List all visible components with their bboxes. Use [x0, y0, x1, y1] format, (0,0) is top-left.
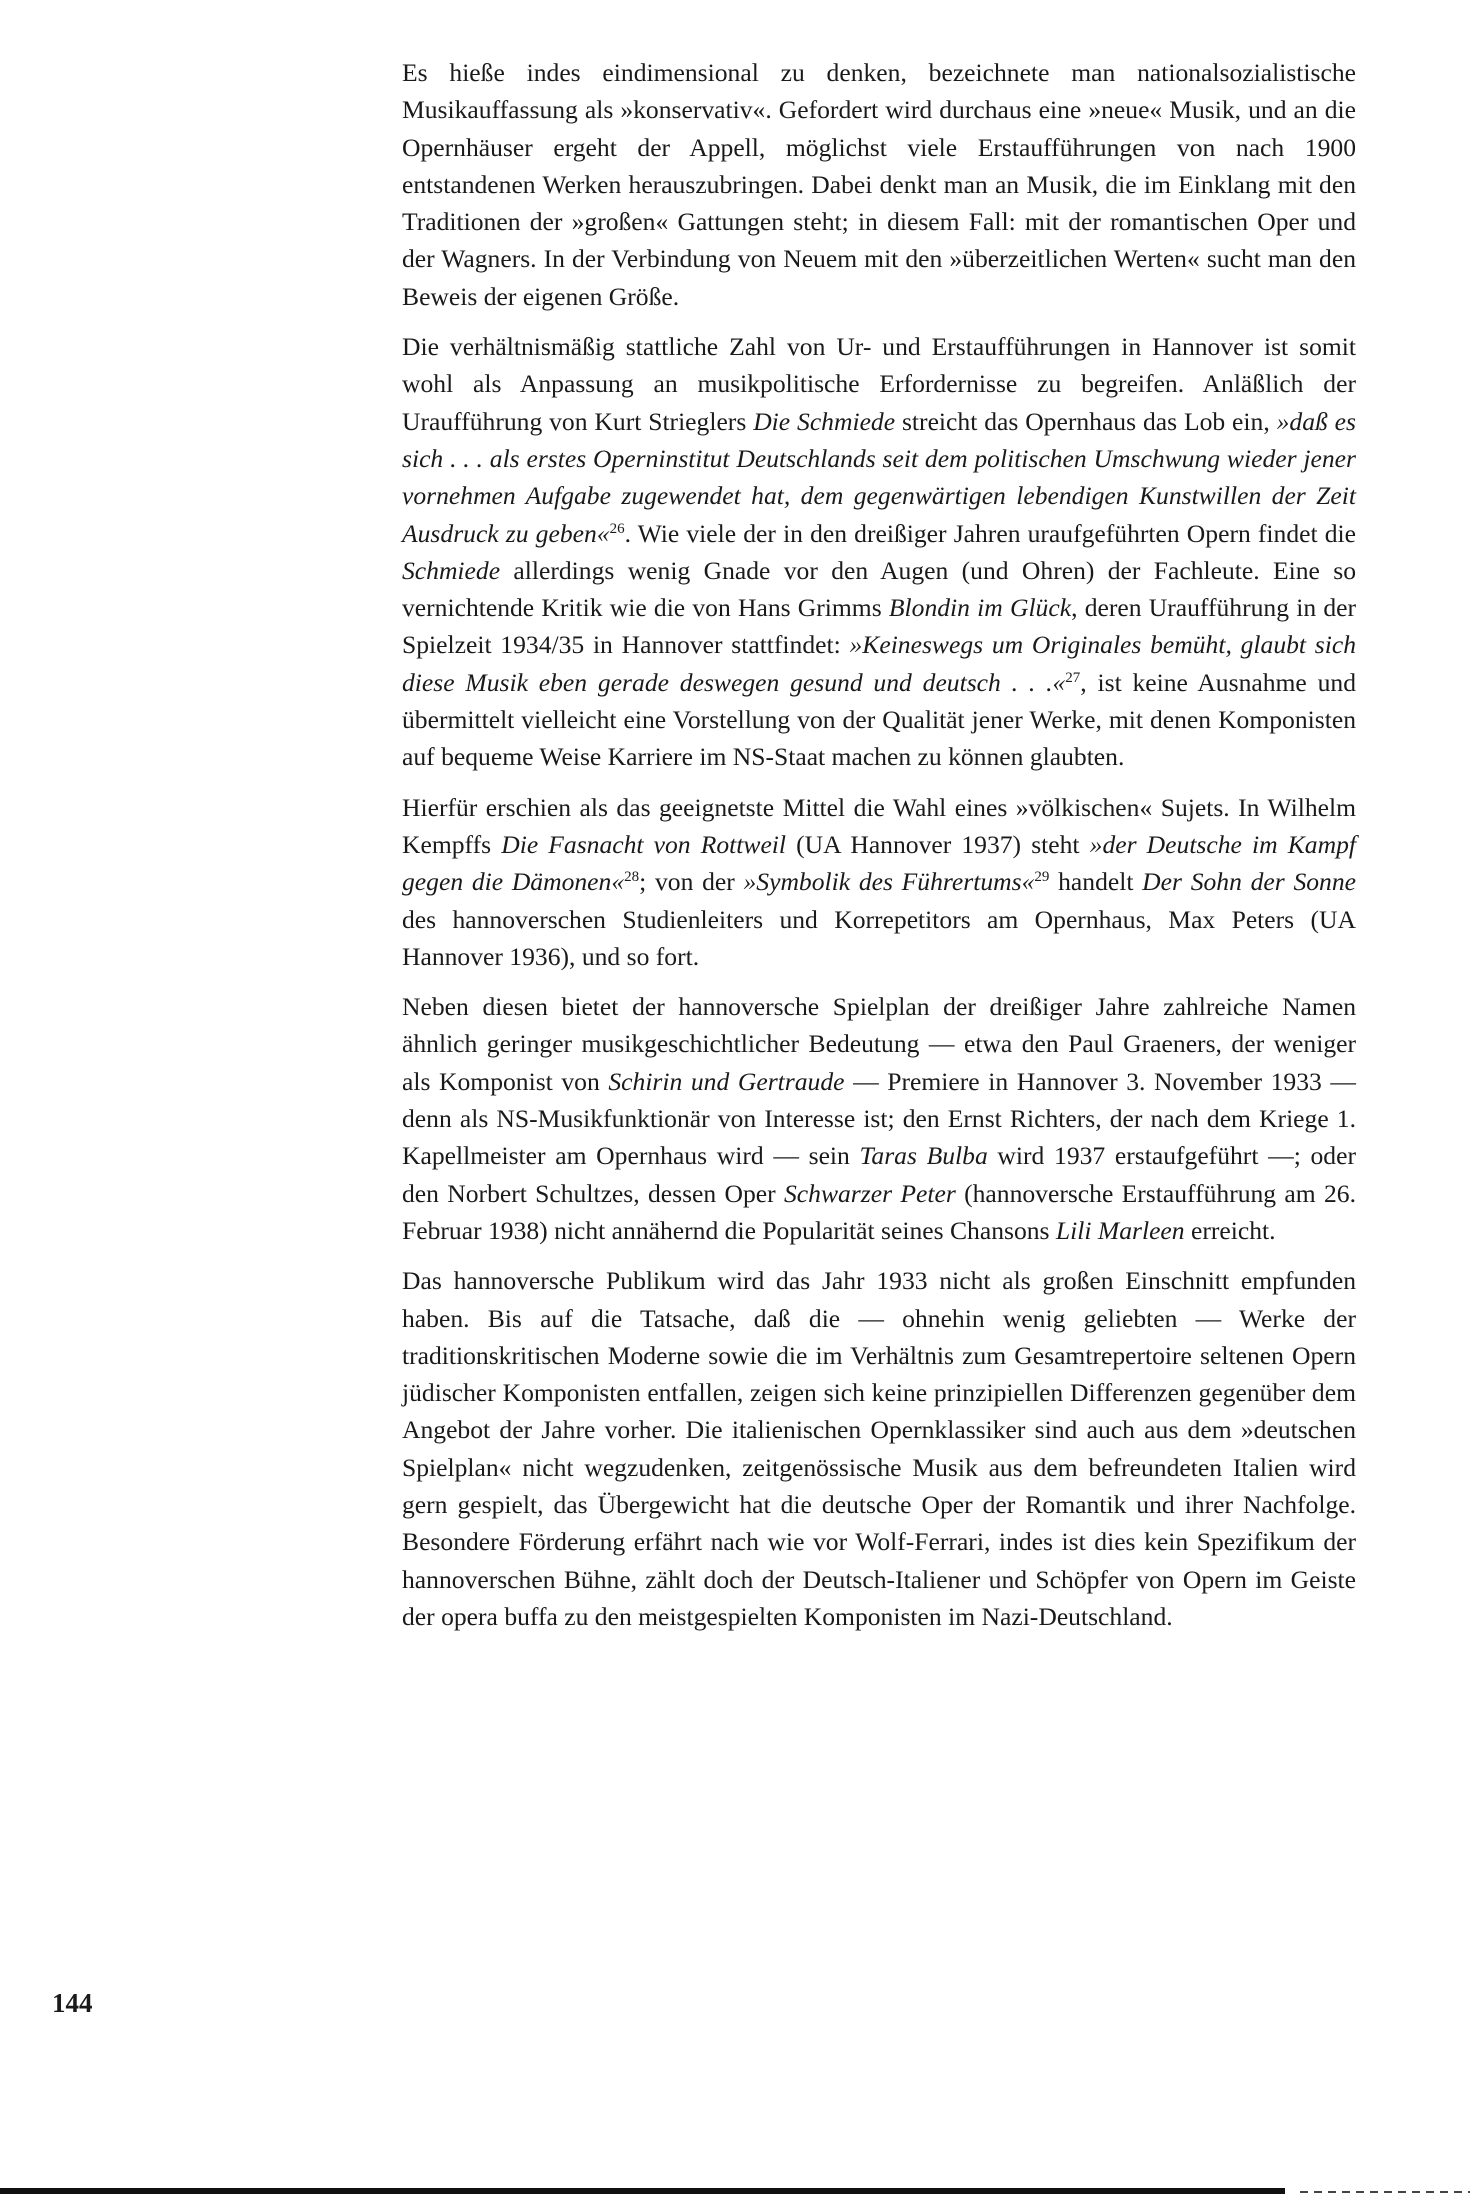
- footnote-marker: 28: [624, 869, 640, 886]
- italic-text: »Keineswegs um Originales bemüht, glaubt sich diese Musik eben gerade deswegen gesund und deutsch . . .«: [402, 630, 1356, 697]
- text-run: streicht das Opernhaus das Lob ein,: [895, 406, 1277, 436]
- italic-text: Schwarzer Peter: [783, 1178, 956, 1208]
- paragraph: [402, 328, 1356, 776]
- italic-text: »der Deutsche im Kampf gegen die Dämonen«: [402, 829, 1356, 897]
- text-run: , ist keine Ausnahme und übermittelt vielleicht eine Vorstellung von der Qualität jener Werke, mit denen Komponisten auf bequeme Weise Karriere im NS-Staat machen zu können glaubten.: [402, 667, 1356, 772]
- text-run: — Premiere in Hannover 3. November 1933 — denn als NS-Musikfunktionär von Interesse ist; den Ernst Richters, der nach dem Kriege 1. Kapellmeister am Opernhaus wird — sein: [402, 1066, 1357, 1171]
- text-run: Neben diesen bietet der hannoversche Spielplan der dreißiger Jahre zahlreiche Namen ähnlich geringer musikgeschichtlicher Bedeutung — etwa den Paul Graeners, der weniger als Komponist von: [402, 992, 1356, 1096]
- italic-text: Lili Marleen: [1055, 1215, 1185, 1245]
- footnote-marker: 29: [1034, 869, 1050, 886]
- italic-text: Die Fasnacht von Rottweil: [501, 829, 787, 859]
- bottom-rule-dashed: [1300, 2191, 1470, 2193]
- text-run: Das hannoversche Publikum wird das Jahr 1933 nicht als großen Einschnitt empfunden haben. Bis auf die Tatsache, daß die — ohnehin wenig geliebten — Werke der traditionskritischen Moderne sowie die im Verhältnis zum Gesamtrepertoire seltenen Opern jüdischer Komponisten entfallen, zeigen sich keine prinzipiellen Differenzen gegenüber dem Angebot der Jahre vorher. Die italienischen Opernklassiker sind auch aus dem »deutschen Spielplan« nicht wegzudenken, zeitgenössische Musik aus dem befreundeten Italien wird gern gespielt, das Übergewicht hat die deutsche Oper der Romantik und ihrer Nachfolge. Besondere Förderung erfährt nach wie vor Wolf-Ferrari, indes ist dies kein Spezifikum der hannoverschen Bühne, zählt doch der Deutsch-Italiener und Schöpfer von Opern im Geiste der opera buffa zu den meistgespielten Komponisten im Nazi-Deutschland.: [402, 1266, 1356, 1631]
- italic-text: Schirin und Gertraude: [608, 1066, 845, 1096]
- italic-text: Taras Bulba: [859, 1141, 988, 1171]
- paragraph: [402, 789, 1356, 975]
- body-text: [402, 54, 1356, 1648]
- text-run: des hannoverschen Studienleiters und Korrepetitors am Opernhaus, Max Peters (UA Hannover 1936), und so fort.: [402, 904, 1356, 971]
- paragraph: [402, 54, 1356, 315]
- italic-text: Der Sohn der Sonne: [1142, 867, 1356, 897]
- text-run: (hannoversche Erstaufführung am 26. Februar 1938) nicht annähernd die Popularität seines Chansons: [402, 1178, 1356, 1245]
- italic-text: Die Schmiede: [753, 406, 896, 436]
- bottom-rule-solid: [0, 2188, 1285, 2194]
- text-run: handelt: [1049, 867, 1143, 897]
- text-run: (UA Hannover 1937) steht: [786, 829, 1090, 859]
- footnote-marker: 27: [1065, 669, 1081, 686]
- text-run: allerdings wenig Gnade vor den Augen (und Ohren) der Fachleute. Eine so vernichtende Kritik wie die von Hans Grimms: [402, 555, 1356, 623]
- paragraph: [402, 988, 1356, 1249]
- text-run: . Wie viele der in den dreißiger Jahren uraufgeführten Opern findet die: [624, 518, 1356, 548]
- italic-text: »daß es sich . . . als erstes Operninstitut Deutschlands seit dem politischen Umschwung wieder jener vornehmen Aufgabe zugewendet hat, dem gegenwärtigen lebendigen Kunstwillen der Zeit Ausdruck zu geben«: [402, 406, 1356, 548]
- footnote-marker: 26: [609, 520, 625, 537]
- italic-text: Schmiede: [402, 555, 501, 585]
- text-run: wird 1937 erstaufgeführt —; oder den Norbert Schultzes, dessen Oper: [402, 1141, 1356, 1208]
- text-run: ; von der: [639, 867, 744, 897]
- text-run: , deren Uraufführung in der Spielzeit 1934/35 in Hannover stattfindet:: [402, 593, 1357, 660]
- text-run: Es hieße indes eindimensional zu denken, bezeichnete man nationalsozialistische Musikauffassung als »konservativ«. Gefordert wird durchaus eine »neue« Musik, und an die Opernhäuser ergeht der Appell, möglichst viele Erstaufführungen von nach 1900 entstandenen Werken herauszubringen. Dabei denkt man an Musik, die im Einklang mit den Traditionen der »großen« Gattungen steht; in diesem Fall: mit der romantischen Oper und der Wagners. In der Verbindung von Neuem mit den »überzeitlichen Werten« sucht man den Beweis der eigenen Größe.: [402, 58, 1356, 311]
- text-run: erreicht.: [1184, 1215, 1276, 1245]
- bottom-rule: [0, 2188, 1473, 2195]
- text-run: Hierfür erschien als das geeignetste Mittel die Wahl eines »völkischen« Sujets. In Wilhelm Kempffs: [402, 792, 1356, 859]
- page-number: 144: [52, 1988, 93, 2018]
- paragraph: [402, 1262, 1356, 1635]
- italic-text: »Symbolik des Führertums«: [743, 867, 1035, 897]
- text-run: Die verhältnismäßig stattliche Zahl von Ur- und Erstaufführungen in Hannover ist somit wohl als Anpassung an musikpolitische Erfordernisse zu begreifen. Anläßlich der Uraufführung von Kurt Strieglers: [402, 332, 1356, 436]
- italic-text: Blondin im Glück: [888, 593, 1072, 623]
